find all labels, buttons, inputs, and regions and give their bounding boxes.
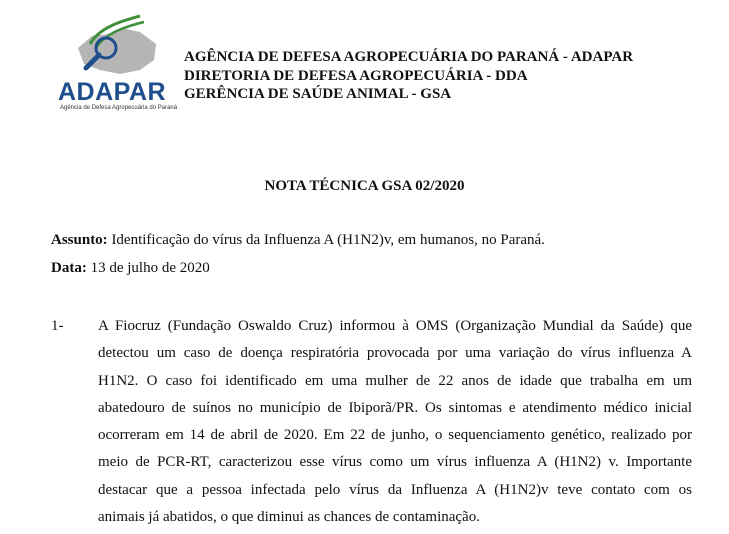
- logo-tagline: Agência de Defesa Agropecuária do Paraná: [60, 105, 178, 111]
- paragraph-line: destacar que a pessoa infectada pelo vírus da Influenza A (H1N2)v teve contato com os: [98, 481, 692, 498]
- item-number: 1-: [51, 318, 64, 334]
- date-label: Data:: [51, 260, 87, 276]
- logo-wordmark: ADAPAR: [58, 78, 167, 106]
- agency-line: GERÊNCIA DE SAÚDE ANIMAL - GSA: [184, 86, 452, 102]
- parana-map-magnifier-icon: [70, 14, 160, 80]
- paragraph-line: H1N2. O caso foi identificado em uma mulher de 22 anos de idade que trabalha em um: [98, 372, 692, 389]
- paragraph-line: abatedouro de suínos no município de Ibiporã/PR. Os sintomas e atendimento médico inicial: [98, 399, 692, 416]
- document-title: NOTA TÉCNICA GSA 02/2020: [264, 178, 465, 194]
- subject-line: [51, 232, 545, 249]
- paragraph: [98, 313, 692, 531]
- agency-line: AGÊNCIA DE DEFESA AGROPECUÁRIA DO PARANÁ - ADAPAR: [184, 49, 634, 65]
- paragraph-line: ocorreram em 14 de abril de 2020. Em 22 de junho, o sequenciamento genético, realizado por: [98, 427, 692, 444]
- agency-line: DIRETORIA DE DEFESA AGROPECUÁRIA - DDA: [184, 67, 528, 84]
- paragraph-line: animais já abatidos, o que diminui as chances de contaminação.: [98, 509, 480, 526]
- paragraph-line: meio de PCR-RT, caracterizou esse vírus como um vírus influenza A (H1N2) v. Importante: [98, 454, 692, 471]
- paragraph-line: A Fiocruz (Fundação Oswaldo Cruz) informou à OMS (Organização Mundial da Saúde) que: [98, 318, 692, 334]
- paragraph-line: detectou um caso de doença respiratória provocada por uma variação do vírus influenza A: [98, 345, 692, 362]
- date-value: 13 de julho de 2020: [86, 260, 210, 276]
- agency-header: [184, 48, 633, 104]
- adapar-logo: [56, 14, 178, 112]
- subject-label: Assunto:: [51, 232, 108, 248]
- date-line: [51, 260, 210, 277]
- subject-value: Identificação do vírus da Influenza A (H1N2)v, em humanos, no Paraná.: [107, 232, 545, 248]
